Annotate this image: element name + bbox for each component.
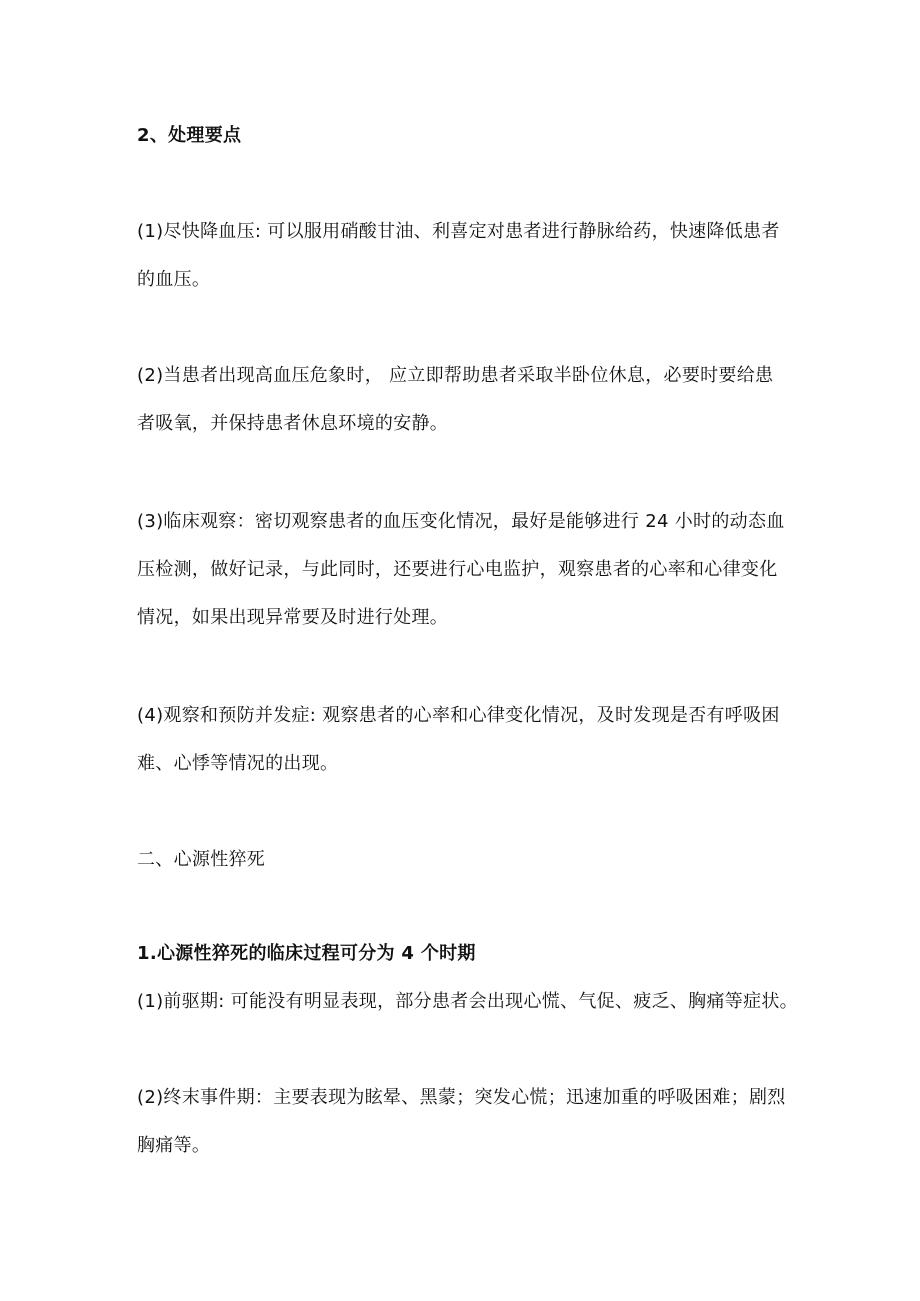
paragraph-4-line-2: 难、心悸等情况的出现。 [137,753,339,774]
paragraph-6-line-2: 胸痛等。 [137,1135,211,1156]
paragraph-1-line-1: (1)尽快降血压: 可以服用硝酸甘油、利喜定对患者进行静脉给药，快速降低患者 [137,221,780,242]
paragraph-1-line-2: 的血压。 [137,269,211,290]
paragraph-2-line-1: (2)当患者出现高血压危象时， 应立即帮助患者采取半卧位休息，必要时要给患 [137,365,774,386]
subheading-clinical-stages: 1.心源性猝死的临床过程可分为 4 个时期 [137,943,476,964]
paragraph-2-line-2: 者吸氧，并保持患者休息环境的安静。 [137,413,449,434]
paragraph-4-line-1: (4)观察和预防并发症: 观察患者的心率和心律变化情况，及时发现是否有呼吸困 [137,705,780,726]
section-title-sudden-cardiac-death: 二、心源性猝死 [137,849,266,870]
paragraph-3-line-2: 压检测，做好记录，与此同时，还要进行心电监护，观察患者的心率和心律变化 [137,559,778,580]
paragraph-5-line-1: (1)前驱期: 可能没有明显表现，部分患者会出现心慌、气促、疲乏、胸痛等症状。 [137,991,798,1012]
paragraph-6-line-1: (2)终末事件期：主要表现为眩晕、黑蒙；突发心慌；迅速加重的呼吸困难；剧烈 [137,1087,786,1108]
paragraph-3-line-1: (3)临床观察：密切观察患者的血压变化情况，最好是能够进行 24 小时的动态血 [137,511,785,532]
paragraph-3-line-3: 情况，如果出现异常要及时进行处理。 [137,607,449,628]
heading-handling-points: 2、处理要点 [137,125,242,146]
